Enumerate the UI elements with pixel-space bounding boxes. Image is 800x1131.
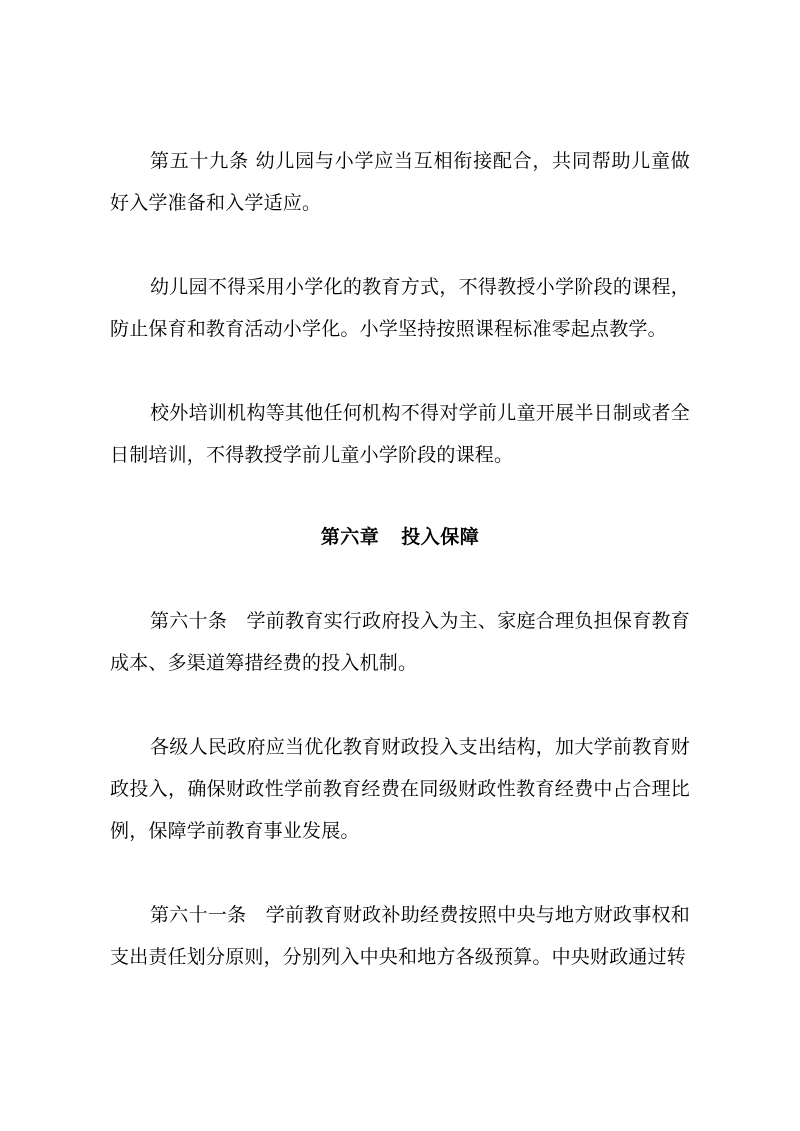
chapter-title: 投入保障 <box>401 526 480 548</box>
training-institution-paragraph: 校外培训机构等其他任何机构不得对学前儿童开展半日制或者全日制培训，不得教授学前儿童小学阶段的课程。 <box>110 402 690 466</box>
article-61-paragraph: 第六十一条 学前教育财政补助经费按照中央与地方财政事权和支出责任划分原则，分别列入中央和地方各级预算。中央财政通过转 <box>110 904 690 968</box>
kindergarten-restriction-paragraph: 幼儿园不得采用小学化的教育方式，不得教授小学阶段的课程，防止保育和教育活动小学化。小学坚持按照课程标准零起点教学。 <box>110 276 690 340</box>
chapter-heading <box>110 516 690 558</box>
budget-structure-paragraph: 各级人民政府应当优化教育财政投入支出结构，加大学前教育财政投入，确保财政性学前教育经费在同级财政性教育经费中占合理比例，保障学前教育事业发展。 <box>110 736 690 842</box>
article-59-paragraph: 第五十九条 幼儿园与小学应当互相衔接配合，共同帮助儿童做好入学准备和入学适应。 <box>110 150 690 214</box>
chapter-number: 第六章 <box>320 526 380 548</box>
article-60-paragraph: 第六十条 学前教育实行政府投入为主、家庭合理负担保育教育成本、多渠道筹措经费的投入机制。 <box>110 610 690 674</box>
